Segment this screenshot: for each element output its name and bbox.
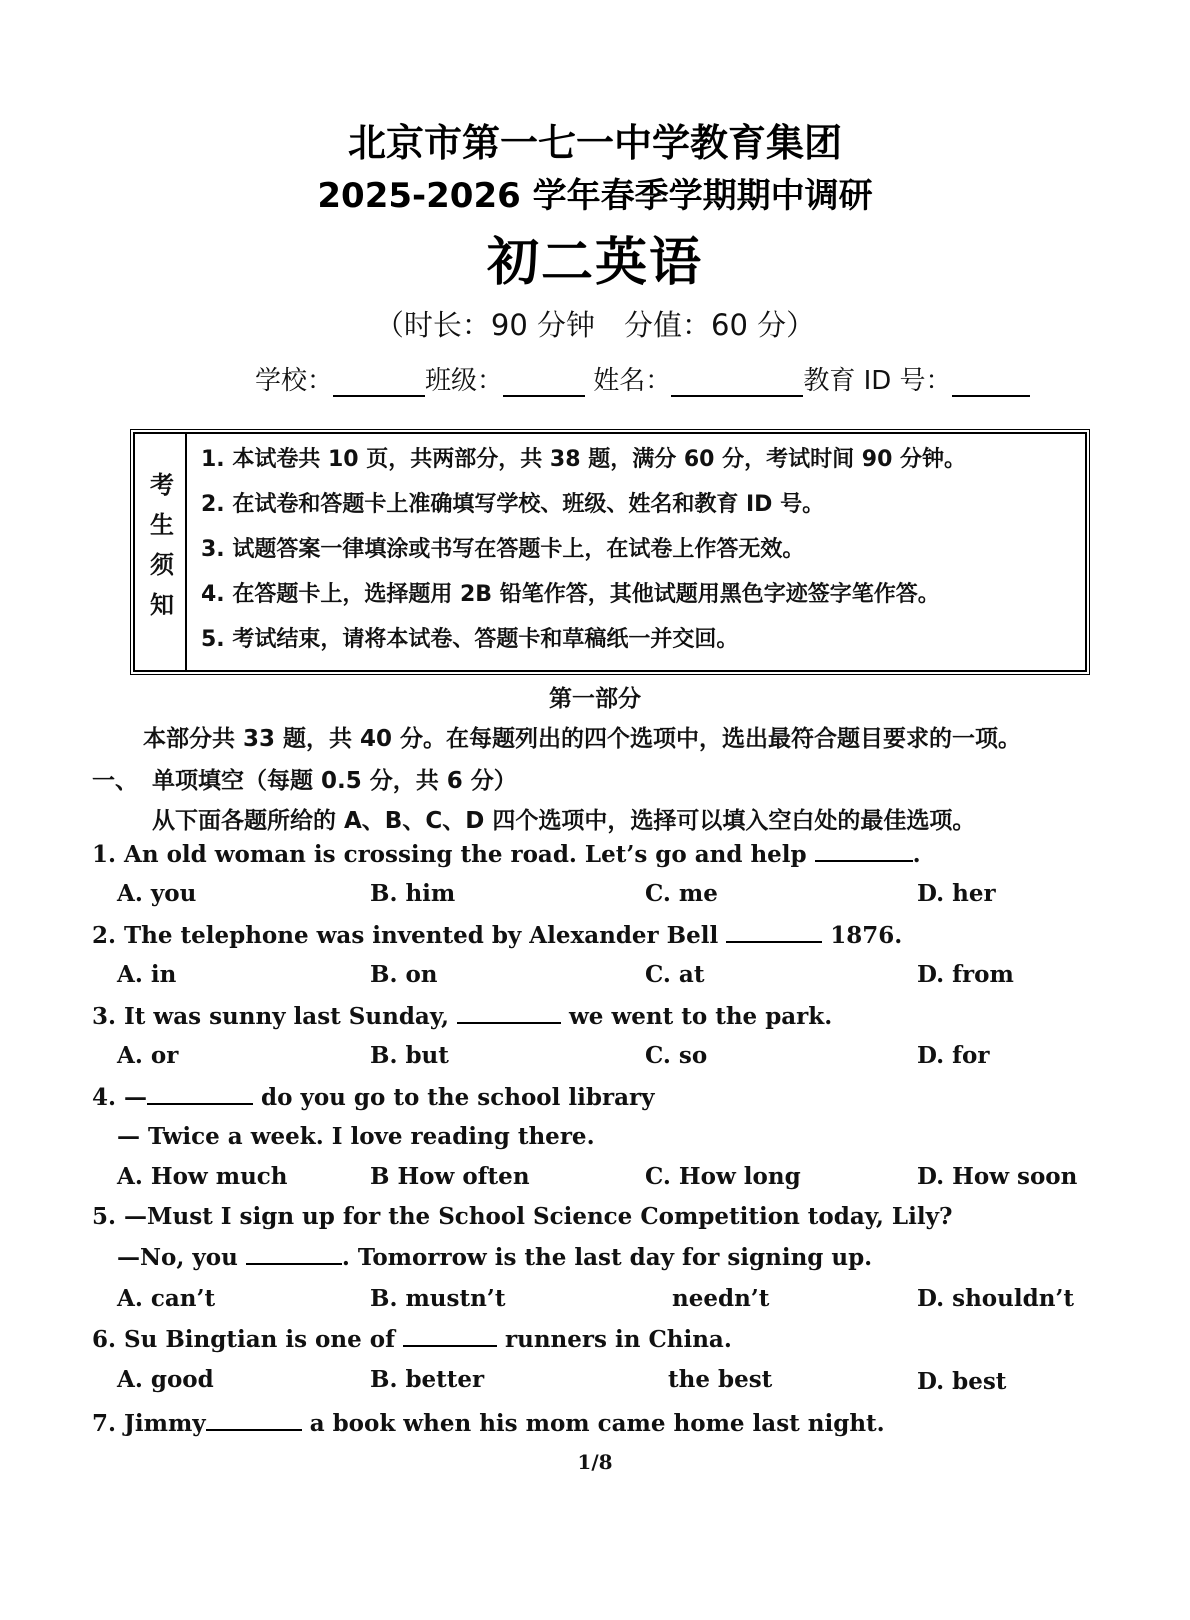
question-text: do you go to the school library (253, 1084, 655, 1111)
section-number: 一、 (92, 768, 138, 794)
option-d: D. her (917, 880, 996, 907)
notice-item: 5. 考试结束，请将本试卷、答题卡和草稿纸一并交回。 (201, 627, 739, 652)
question-stem (92, 1325, 732, 1353)
exam-duration: （时长：90 分钟 分值：60 分） (374, 308, 816, 342)
question-text: 4. — (92, 1084, 148, 1111)
option-a: A. good (117, 1366, 214, 1393)
question-text: 1. An old woman is crossing the road. Let’s go and help (92, 841, 815, 868)
option-c: C. so (645, 1042, 708, 1069)
answer-blank (147, 1083, 253, 1105)
question-stem (92, 1083, 654, 1111)
option-d: D. How soon (917, 1163, 1078, 1190)
option-d: D. best (917, 1368, 1007, 1395)
exam-term: 2025-2026 学年春季学期期中调研 (317, 176, 873, 216)
question-text: 7. Jimmy (92, 1410, 206, 1437)
answer-blank (815, 840, 913, 862)
student-info-row (255, 360, 1075, 397)
option-a: A. or (117, 1042, 179, 1069)
answer-blank (726, 921, 822, 943)
notice-item: 3. 试题答案一律填涂或书写在答题卡上，在试卷上作答无效。 (201, 537, 805, 562)
option-d: D. shouldn’t (917, 1285, 1075, 1312)
question-stem (92, 1409, 885, 1437)
question-text: 3. It was sunny last Sunday, (92, 1003, 457, 1030)
notice-item: 1. 本试卷共 10 页，共两部分，共 38 题，满分 60 分，考试时间 90 分钟。 (201, 447, 967, 472)
question-text: 2. The telephone was invented by Alexander Bell (92, 922, 727, 949)
section-title: 单项填空（每题 0.5 分，共 6 分） (152, 768, 517, 794)
notice-item: 4. 在答题卡上，选择题用 2B 铅笔作答，其他试题用黑色字迹签字笔作答。 (201, 582, 940, 607)
class-label: 班级： (425, 366, 504, 396)
page-number: 1/8 (577, 1450, 613, 1474)
option-a: A. in (117, 961, 177, 988)
option-a: A. you (117, 880, 197, 907)
question-text: we went to the park. (561, 1003, 833, 1030)
option-a: A. How much (117, 1163, 288, 1190)
school-blank[interactable] (333, 369, 425, 397)
option-c: C. at (645, 961, 705, 988)
option-c: the best (668, 1366, 773, 1393)
question-stem (92, 921, 902, 949)
answer-blank (457, 1002, 561, 1024)
option-b: B How often (370, 1163, 530, 1190)
exam-notice-box (133, 432, 1087, 672)
question-text: 1876. (822, 922, 903, 949)
notice-label: 考生须知 (145, 472, 174, 632)
notice-label-cell (135, 434, 187, 670)
name-label: 姓名： (593, 366, 672, 396)
question-stem (92, 840, 921, 868)
question-reply (117, 1243, 872, 1271)
section-heading (92, 762, 517, 795)
answer-blank (206, 1409, 302, 1431)
question-stem (92, 1002, 832, 1030)
option-d: D. from (917, 961, 1014, 988)
exam-subject: 初二英语 (486, 233, 703, 293)
answer-blank (403, 1325, 497, 1347)
option-a: A. can’t (117, 1285, 216, 1312)
question-text: . (912, 841, 921, 868)
option-c: C. me (645, 880, 718, 907)
question-text: a book when his mom came home last night. (301, 1410, 885, 1437)
option-d: D. for (917, 1042, 990, 1069)
option-b: B. mustn’t (370, 1285, 506, 1312)
id-label: 教育 ID 号： (803, 366, 952, 396)
question-text: —No, you (117, 1244, 246, 1271)
class-blank[interactable] (503, 369, 585, 397)
question-text: runners in China. (496, 1326, 732, 1353)
section-instruction: 从下面各题所给的 A、B、C、D 四个选项中，选择可以填入空白处的最佳选项。 (152, 808, 976, 834)
option-c: C. How long (645, 1163, 801, 1190)
question-stem: 5. —Must I sign up for the School Science Competition today, Lily? (92, 1203, 953, 1230)
answer-blank (246, 1243, 342, 1265)
option-b: B. on (370, 961, 438, 988)
question-text: 6. Su Bingtian is one of (92, 1326, 403, 1353)
name-blank[interactable] (671, 369, 803, 397)
id-blank[interactable] (952, 369, 1030, 397)
option-b: B. but (370, 1042, 449, 1069)
question-reply: — Twice a week. I love reading there. (117, 1123, 595, 1150)
notice-item: 2. 在试卷和答题卡上准确填写学校、班级、姓名和教育 ID 号。 (201, 492, 825, 517)
option-b: B. him (370, 880, 456, 907)
part-description: 本部分共 33 题，共 40 分。在每题列出的四个选项中，选出最符合题目要求的一项。 (143, 726, 1022, 752)
part-title: 第一部分 (549, 686, 641, 712)
school-label: 学校： (255, 366, 334, 396)
option-c: needn’t (672, 1285, 770, 1312)
question-text: . Tomorrow is the last day for signing up. (341, 1244, 873, 1271)
exam-school-group: 北京市第一七一中学教育集团 (347, 121, 842, 165)
notice-list (201, 440, 1075, 665)
option-b: B. better (370, 1366, 485, 1393)
